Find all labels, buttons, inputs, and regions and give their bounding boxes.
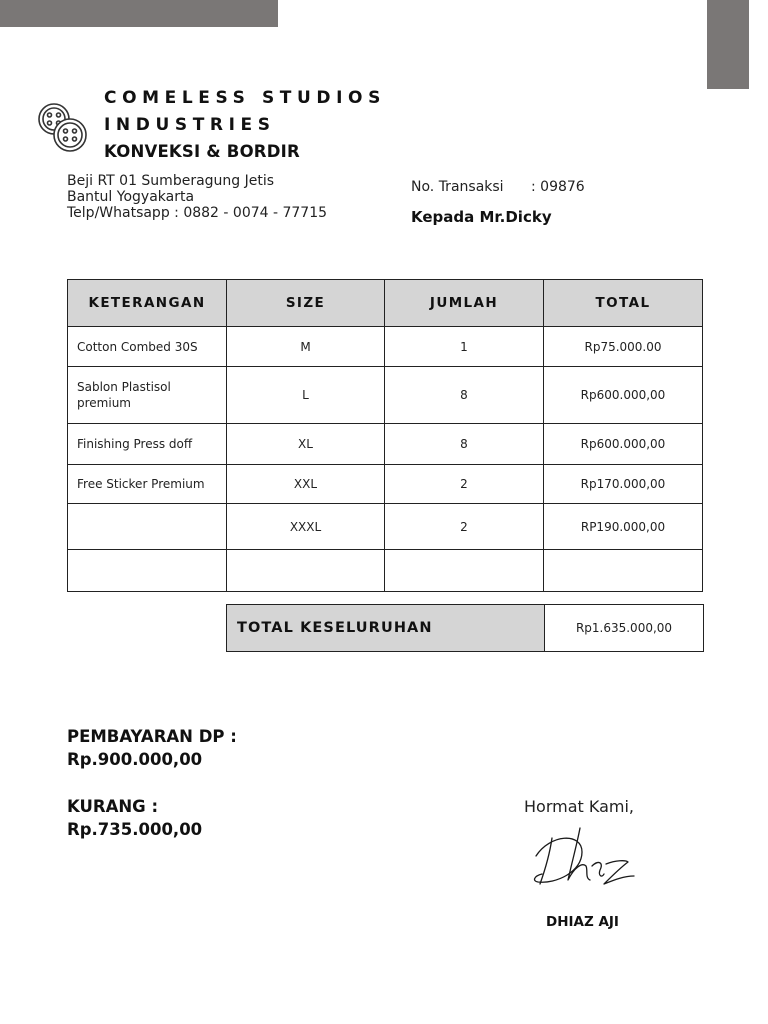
table-row — [68, 550, 703, 592]
transaction-value: : 09876 — [531, 179, 585, 195]
item-total: Rp600.000,00 — [544, 424, 703, 465]
item-quantity: 1 — [385, 327, 544, 367]
grand-total-row — [227, 605, 704, 652]
item-total: RP190.000,00 — [544, 504, 703, 550]
grand-total-label: TOTAL KESELURUHAN — [227, 605, 545, 652]
column-header-total: TOTAL — [544, 280, 703, 327]
item-size: M — [227, 327, 385, 367]
table-row — [68, 465, 703, 504]
remaining-payment — [67, 795, 202, 841]
item-size: XL — [227, 424, 385, 465]
item-description: Cotton Combed 30S — [68, 327, 227, 367]
item-quantity: 8 — [385, 367, 544, 424]
table-row — [68, 327, 703, 367]
closing-greeting: Hormat Kami, — [524, 797, 634, 816]
item-description: Sablon Plastisol premium — [68, 367, 227, 424]
grand-total-table — [226, 604, 704, 652]
transaction-number — [411, 179, 585, 195]
remaining-value: Rp.735.000,00 — [67, 820, 203, 839]
signature-image — [530, 826, 640, 892]
item-total — [544, 550, 703, 592]
contact-line: Telp/Whatsapp : 0882 - 0074 - 77715 — [67, 205, 328, 221]
decorative-bar-top-right — [707, 0, 749, 89]
item-total: Rp170.000,00 — [544, 465, 703, 504]
item-quantity: 8 — [385, 424, 544, 465]
down-payment — [67, 725, 237, 771]
column-header-quantity: JUMLAH — [385, 280, 544, 327]
items-table — [67, 279, 703, 592]
item-size: XXL — [227, 465, 385, 504]
item-quantity: 2 — [385, 504, 544, 550]
item-total: Rp600.000,00 — [544, 367, 703, 424]
item-description: Free Sticker Premium — [68, 465, 227, 504]
item-size — [227, 550, 385, 592]
down-payment-value: Rp.900.000,00 — [67, 750, 203, 769]
company-name-line2: INDUSTRIES — [104, 115, 276, 135]
buttons-icon — [34, 100, 92, 158]
table-row — [68, 424, 703, 465]
item-size: L — [227, 367, 385, 424]
grand-total-value: Rp1.635.000,00 — [545, 605, 704, 652]
item-description — [68, 550, 227, 592]
address-line: Beji RT 01 Sumberagung Jetis — [67, 173, 275, 189]
column-header-description: KETERANGAN — [68, 280, 227, 327]
transaction-label: No. Transaksi — [411, 179, 504, 195]
company-subtitle: KONVEKSI & BORDIR — [104, 142, 300, 161]
item-quantity: 2 — [385, 465, 544, 504]
remaining-label: KURANG : — [67, 797, 159, 816]
recipient: Kepada Mr.Dicky — [411, 208, 552, 226]
address-line: Bantul Yogyakarta — [67, 189, 195, 205]
down-payment-label: PEMBAYARAN DP : — [67, 727, 237, 746]
table-row — [68, 504, 703, 550]
table-row — [68, 367, 703, 424]
company-name-line1: COMELESS STUDIOS — [104, 88, 386, 108]
company-address — [67, 173, 357, 221]
signer-name: DHIAZ AJI — [546, 914, 619, 930]
table-header-row — [68, 280, 703, 327]
item-quantity — [385, 550, 544, 592]
item-size: XXXL — [227, 504, 385, 550]
item-total: Rp75.000.00 — [544, 327, 703, 367]
item-description — [68, 504, 227, 550]
decorative-bar-top-left — [0, 0, 278, 27]
column-header-size: SIZE — [227, 280, 385, 327]
item-description: Finishing Press doff — [68, 424, 227, 465]
